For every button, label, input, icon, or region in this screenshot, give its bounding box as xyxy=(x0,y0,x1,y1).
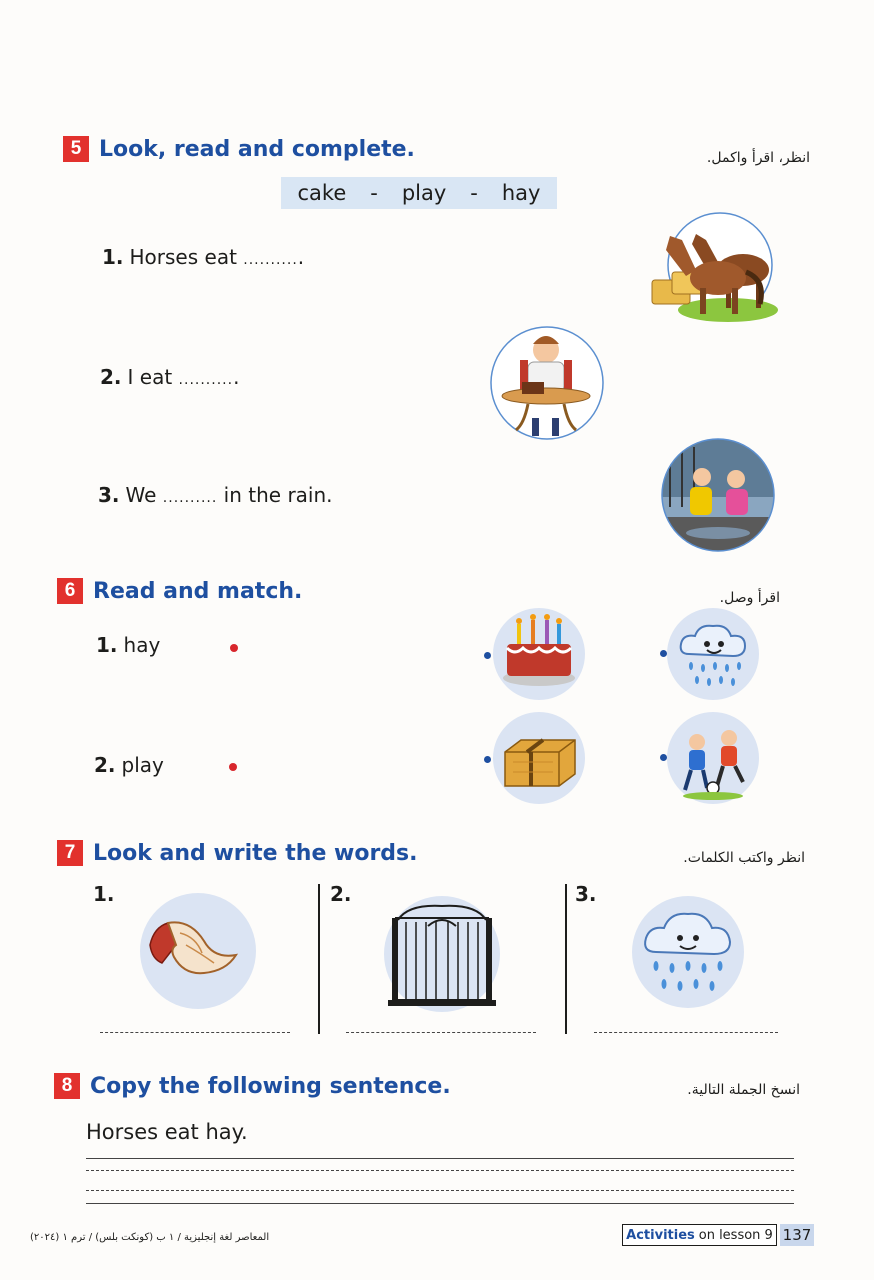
match-dot-cake[interactable] xyxy=(484,652,491,659)
rain-cloud-image-2 xyxy=(632,896,744,1008)
section-6-number: 6 xyxy=(57,578,83,604)
match-word-hay: hay xyxy=(123,633,161,657)
s5-item-1 xyxy=(102,245,304,269)
s6-item-2 xyxy=(94,753,164,777)
answer-blank[interactable]: .......... xyxy=(162,490,218,506)
footer-lesson-box xyxy=(622,1224,777,1246)
answer-line-2[interactable] xyxy=(346,1032,536,1033)
s5-item-2 xyxy=(100,365,239,389)
item-text: Horses eat xyxy=(129,245,237,269)
footer-activities: Activities xyxy=(626,1227,695,1243)
section-5-title: Look, read and complete. xyxy=(99,136,415,162)
section-7-arabic: انظر واكتب الكلمات. xyxy=(683,850,805,866)
item-number: 2. xyxy=(100,365,122,389)
s7-label-1: 1. xyxy=(93,882,115,906)
answer-line-1[interactable] xyxy=(100,1032,290,1033)
section-7-number: 7 xyxy=(57,840,83,866)
writing-line-mid[interactable] xyxy=(86,1170,794,1171)
word-bank-cake: cake xyxy=(297,181,347,205)
column-divider xyxy=(565,884,567,1034)
item-text: We xyxy=(125,483,157,507)
match-dot-left-1[interactable] xyxy=(230,644,238,652)
match-dot-left-2[interactable] xyxy=(229,763,237,771)
word-bank-hay: hay xyxy=(501,181,541,205)
birthday-cake-image xyxy=(493,608,585,700)
boy-eating-cake-image xyxy=(488,320,606,446)
s6-item-1 xyxy=(96,633,160,657)
writing-line-mid[interactable] xyxy=(86,1190,794,1191)
section-5-arabic: انظر، اقرأ واكمل. xyxy=(706,150,810,166)
word-bank xyxy=(281,177,557,209)
children-playing-in-rain-image xyxy=(660,437,776,553)
word-bank-play: play xyxy=(401,181,447,205)
item-text: I eat xyxy=(127,365,173,389)
horse-tail-image xyxy=(140,893,256,1009)
writing-line-bottom xyxy=(86,1203,794,1204)
section-7-header xyxy=(57,840,418,866)
match-word-play: play xyxy=(121,753,164,777)
section-8-arabic: انسخ الجملة التالية. xyxy=(687,1082,800,1098)
item-text-end: . xyxy=(233,365,240,389)
gate-image xyxy=(384,896,500,1012)
s5-item-3 xyxy=(98,483,333,507)
item-text-end: . xyxy=(297,245,305,269)
section-6-title: Read and match. xyxy=(93,578,303,604)
section-5-number: 5 xyxy=(63,136,89,162)
match-dot-football[interactable] xyxy=(660,754,667,761)
answer-blank[interactable]: .......... xyxy=(243,252,298,268)
footer-lesson: on lesson 9 xyxy=(698,1227,773,1243)
item-number: 1. xyxy=(102,245,124,269)
section-6-header xyxy=(57,578,302,604)
s7-label-2: 2. xyxy=(330,882,352,906)
section-6-arabic: اقرأ وصل. xyxy=(719,590,780,606)
horses-eating-hay-image xyxy=(648,210,778,330)
section-5-header xyxy=(63,136,415,162)
writing-line-top xyxy=(86,1158,794,1159)
page-number: 137 xyxy=(780,1224,814,1246)
section-8-number: 8 xyxy=(54,1073,80,1099)
answer-line-3[interactable] xyxy=(594,1032,778,1033)
match-dot-rain[interactable] xyxy=(660,650,667,657)
item-text-end: in the rain. xyxy=(223,483,333,507)
footer-book-title: المعاصر لغة إنجليزية / ١ ب (كونكت بلس) / ترم ١ (٢٠٢٤) xyxy=(30,1232,270,1243)
item-number: 1. xyxy=(96,633,118,657)
item-number: 3. xyxy=(98,483,120,507)
match-dot-hay[interactable] xyxy=(484,756,491,763)
kids-playing-football-image xyxy=(667,712,759,804)
section-8-header xyxy=(54,1073,451,1099)
rain-cloud-image xyxy=(667,608,759,700)
copy-model-sentence: Horses eat hay. xyxy=(86,1120,248,1144)
word-bank-separator: - xyxy=(370,181,378,205)
word-bank-separator: - xyxy=(470,181,478,205)
section-7-title: Look and write the words. xyxy=(93,840,418,866)
answer-blank[interactable]: .......... xyxy=(178,372,234,388)
hay-bale-image xyxy=(493,712,585,804)
section-8-title: Copy the following sentence. xyxy=(90,1073,451,1099)
column-divider xyxy=(318,884,320,1034)
item-number: 2. xyxy=(94,753,116,777)
s7-label-3: 3. xyxy=(575,882,597,906)
